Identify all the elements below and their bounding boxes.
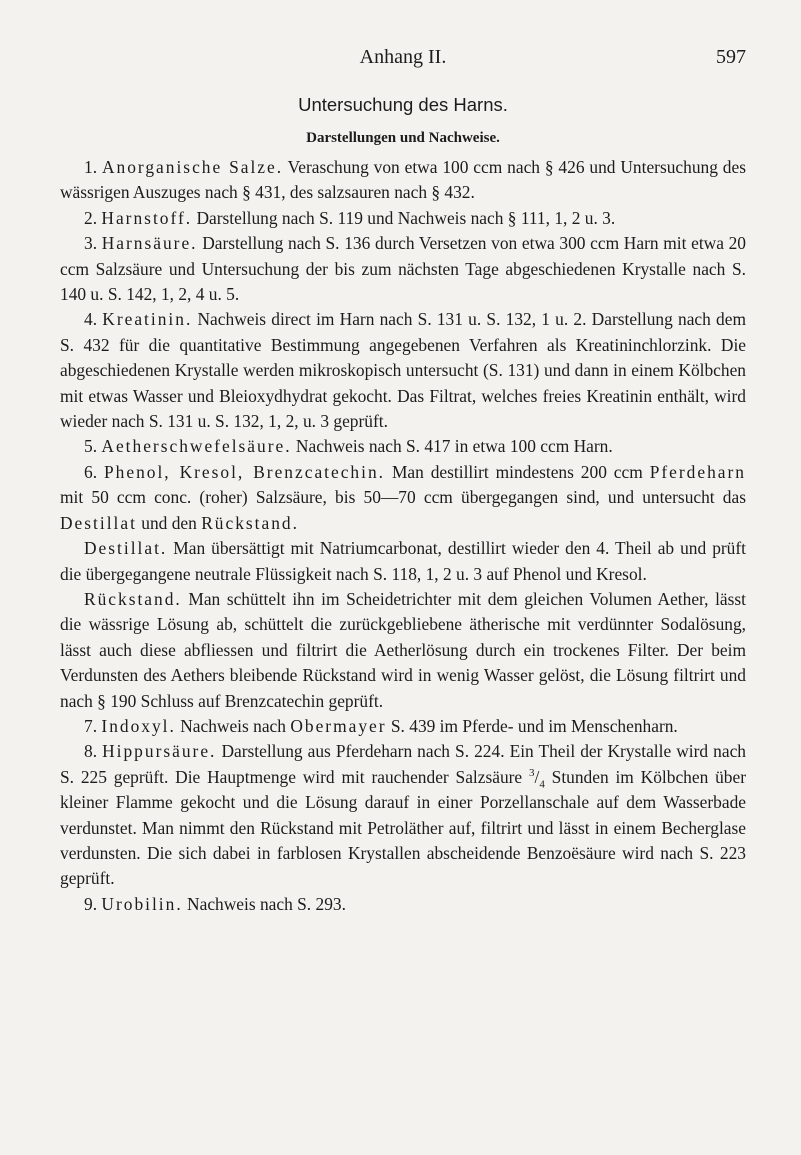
item-number: 5.	[84, 436, 98, 457]
item-text: Darstellung nach S. 119 und Nachweis nach § 111, 1, 2 u. 3.	[192, 207, 616, 228]
item-term: Phenol, Kresol, Brenzcatechin.	[103, 461, 386, 482]
item-text: Darstellung nach S. 136 durch Versetzen von etwa 300 ccm Harn mit etwa 20 ccm Salzsäure und Untersuchung der bis zum nächsten Tage abgeschiedenen Krystalle nach S. 140 u. S. 142, 1, 2, 4 u. 5.	[60, 233, 746, 305]
item-number: 1.	[84, 157, 98, 177]
item-term: Indoxyl.	[101, 715, 176, 736]
item-term: Harnstoff.	[101, 207, 193, 228]
item-text: mit 50 ccm conc. (roher) Salzsäure, bis 50—70 ccm übergegangen sind, und untersucht das	[60, 487, 746, 508]
item-8	[60, 739, 746, 891]
item-term: Anorganische Salze.	[101, 157, 284, 177]
item-text: Stunden im Kölbchen über kleiner Flamme gekocht und die Lösung darauf in einer Porzellanschale auf dem Wasserbade verdunstet. Man nimmt den Rückstand mit Petroläther auf, filtrirt und lässt in einem Becherglase verdunsten. Die sich dabei in farblosen Krystallen abscheidende Benzoësäure wird nach S. 223 geprüft.	[60, 766, 746, 889]
item-number: 3.	[84, 233, 98, 254]
item-term: Kreatinin.	[102, 309, 193, 330]
item-text: Nachweis nach S. 417 in etwa 100 ccm Harn.	[291, 436, 613, 457]
item-4	[60, 307, 746, 434]
running-head	[60, 46, 746, 76]
item-number: 6.	[84, 461, 98, 482]
emphasis-text: Pferdeharn	[649, 461, 746, 482]
section-title: Untersuchung des Harns.	[298, 94, 508, 115]
item-text: Nachweis nach S. 293.	[182, 893, 346, 914]
item-3	[60, 231, 746, 307]
item-5	[60, 434, 746, 459]
item-7	[60, 714, 746, 739]
item-term: Aetherschwefelsäure.	[101, 436, 292, 457]
item-text: S. 439 im Pferde- und im Menschenharn.	[386, 715, 678, 736]
fraction-denominator: 4	[539, 778, 545, 791]
item-term: Destillat.	[84, 538, 168, 559]
item-term: Rückstand.	[84, 588, 182, 609]
fraction-numerator: 3	[528, 766, 535, 779]
item-6	[60, 460, 746, 536]
item-text: Veraschung von etwa 100 ccm nach § 426 und Untersuchung des wässrigen Auszuges nach § 431, des salzsauren nach § 432.	[60, 157, 746, 203]
running-title: Anhang II.	[359, 46, 447, 68]
item-text: Man destillirt mindestens 200 ccm	[385, 461, 650, 482]
item-number: 9.	[84, 893, 98, 914]
emphasis-text: Destillat	[60, 512, 137, 533]
item-text: .	[292, 512, 297, 533]
rueckstand-paragraph	[60, 587, 746, 714]
item-number: 2.	[84, 207, 98, 228]
item-text: und den	[136, 512, 202, 533]
item-1	[60, 155, 746, 206]
emphasis-text: Rückstand	[201, 512, 293, 533]
item-number: 8.	[84, 741, 98, 762]
item-2	[60, 206, 746, 231]
emphasis-text: Obermayer	[290, 715, 387, 736]
item-text: Man schüttelt ihn im Scheidetrichter mit dem gleichen Volumen Aether, lässt die wässrige Lösung ab, schüttelt die zurückgebliebene ätherische mit verdünnter Sodalösung, lässt auch diese abfliessen und filtrirt die Aetherlösung durch ein trockenes Filter. Der beim Verdunsten des Aethers bleibende Rückstand wird in wenig Wasser gelöst, die Lösung filtrirt und nach § 190 Schluss auf Brenzcatechin geprüft.	[60, 588, 746, 711]
item-term: Harnsäure.	[101, 233, 198, 254]
page	[60, 46, 746, 917]
item-term: Hippursäure.	[102, 741, 217, 762]
item-9	[60, 892, 746, 917]
item-number: 7.	[84, 715, 98, 736]
destillat-paragraph	[60, 536, 746, 587]
section-subtitle: Darstellungen und Nachweise.	[306, 130, 500, 146]
item-text: Darstellung aus Pferdeharn nach S. 224. Ein Theil der Krystalle wird nach S. 225 geprüft. Die Hauptmenge wird mit rauchender Salzsäure	[60, 741, 746, 787]
item-text: Nachweis direct im Harn nach S. 131 u. S. 132, 1 u. 2. Darstellung nach dem S. 432 für die quantitative Bestimmung angegebenen Verfahren als Kreatininchlorzink. Die abgeschiedenen Krystalle werden mikroskopisch untersucht (S. 131) und dann in einem Kölbchen mit etwas Wasser und Bleioxydhydrat gekocht. Das Filtrat, welches freies Kreatinin enthält, wird wieder nach S. 131 u. S. 132, 1, 2, u. 3 geprüft.	[60, 309, 746, 432]
fraction-slash: /	[534, 766, 540, 787]
item-text: Nachweis nach	[175, 715, 291, 736]
page-number: 597	[716, 46, 746, 68]
item-term: Urobilin.	[101, 893, 183, 914]
item-number: 4.	[84, 309, 98, 330]
item-text: Man übersättigt mit Natriumcarbonat, destillirt wieder den 4. Theil ab und prüft die übergegangene neutrale Flüssigkeit nach S. 118, 1, 2 u. 3 auf Phenol und Kresol.	[60, 538, 746, 584]
